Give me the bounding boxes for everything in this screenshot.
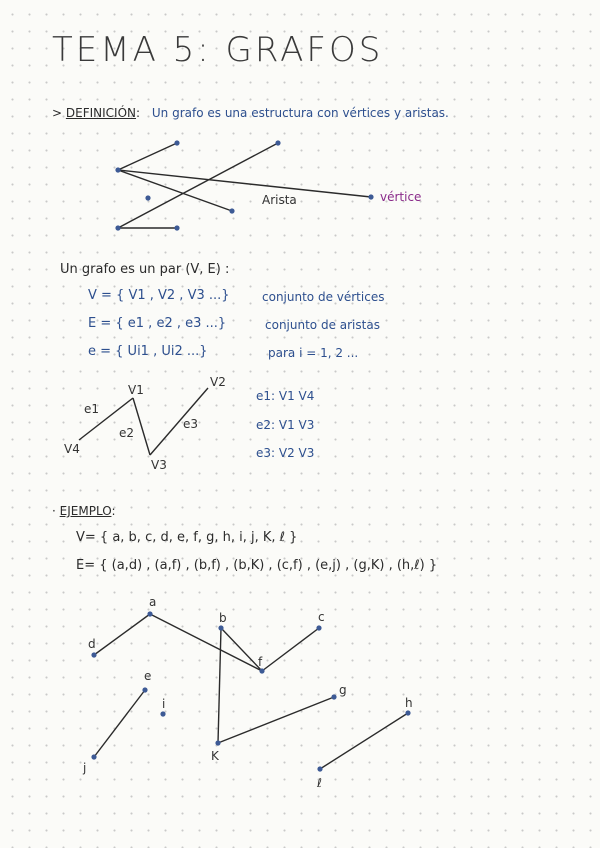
vertex-label-v1: V1 — [128, 383, 144, 397]
definition-colon: : — [136, 106, 141, 120]
vertex-h — [405, 710, 410, 715]
edge-c-f — [262, 628, 319, 671]
edge-e3 — [150, 388, 208, 455]
vertex — [174, 140, 179, 145]
vertex — [229, 208, 234, 213]
pair-intro: Un grafo es un par (V, E) : — [60, 262, 230, 277]
example-heading: EJEMPLO — [59, 504, 112, 518]
vertex-label-v4: V4 — [64, 442, 80, 456]
vertex-label-j: j — [83, 761, 87, 775]
vertex-a — [147, 611, 152, 616]
edge-e2 — [133, 398, 150, 455]
edge-e-j — [94, 690, 145, 757]
example-v-set: V= { a, b, c, d, e, f, g, h, i, j, K, ℓ } — [76, 530, 298, 545]
edge-a-d — [94, 614, 150, 655]
vertex-b — [218, 625, 223, 630]
vertex — [145, 195, 150, 200]
example-graph-vertices — [91, 611, 410, 771]
edge-g-k — [218, 697, 334, 743]
definition-bullet: > — [52, 106, 63, 120]
edge-index-range: para i = 1, 2 ... — [268, 346, 359, 360]
vertex — [115, 167, 120, 172]
vertex-k — [215, 740, 220, 745]
vertex-label-b: b — [219, 611, 227, 625]
edge-definition: e = { Ui1 , Ui2 ...} — [88, 344, 208, 359]
edge — [118, 143, 278, 228]
vertex — [368, 194, 373, 199]
e-set-definition: E = { e1 , e2 , e3 ...} — [88, 316, 227, 331]
arista-label: Arista — [262, 193, 297, 207]
definition-diagram — [118, 143, 371, 228]
vertex-label-h: h — [405, 696, 413, 710]
vertex-i — [160, 711, 165, 716]
edge — [118, 143, 177, 170]
vertex-e — [142, 687, 147, 692]
example-e-set: E= { (a,d) , (a,f) , (b,f) , (b,K) , (c,f) , (e,j) , (g,K) , (h,ℓ) } — [76, 558, 438, 573]
vertex-l — [317, 766, 322, 771]
vertex-label-d: d — [88, 637, 96, 651]
e-set-description: conjunto de aristas — [265, 318, 380, 332]
example-colon: : — [111, 504, 116, 518]
edge-b-f — [221, 628, 262, 671]
vertex-label-k: K — [211, 749, 219, 763]
vertex-label-e: e — [144, 669, 152, 683]
edge-list-item: e3: V2 V3 — [256, 446, 315, 460]
edge-a-f — [150, 614, 262, 671]
vertex-g — [331, 694, 336, 699]
vertex-d — [91, 652, 96, 657]
vertex — [115, 225, 120, 230]
vertex-label-l: ℓ — [317, 776, 322, 790]
page-title: TEMA 5: GRAFOS — [52, 30, 384, 70]
vertex-c — [316, 625, 321, 630]
vertex-f — [259, 668, 264, 673]
edge-h-l — [320, 713, 408, 769]
v-set-definition: V = { V1 , V2 , V3 ...} — [88, 288, 230, 303]
vertex-label-f: f — [258, 655, 263, 669]
edge-label-e3: e3 — [183, 417, 199, 431]
edge-list-item: e2: V1 V3 — [256, 418, 315, 432]
vertex-label-g: g — [339, 683, 347, 697]
vertex-j — [91, 754, 96, 759]
vertex — [275, 140, 280, 145]
edge-list-item: e1: V1 V4 — [256, 389, 315, 403]
vertex-label-c: c — [318, 610, 325, 624]
example-bullet: · — [52, 504, 56, 518]
definition-text: Un grafo es una estructura con vértices y aristas. — [151, 106, 449, 120]
definition-heading: DEFINICIÓN — [65, 106, 137, 120]
vertex-label-a: a — [149, 595, 157, 609]
example-graph — [94, 614, 408, 769]
vertex — [174, 225, 179, 230]
edge-label-e2: e2 — [119, 426, 135, 440]
edge-label-e1: e1 — [84, 402, 100, 416]
vertex-label-v2: V2 — [210, 375, 226, 389]
vertice-label: vértice — [380, 190, 422, 204]
v-set-description: conjunto de vértices — [262, 290, 385, 304]
edge-b-k — [218, 628, 221, 743]
vertex-label-i: i — [162, 697, 166, 711]
vertex-label-v3: V3 — [151, 458, 167, 472]
